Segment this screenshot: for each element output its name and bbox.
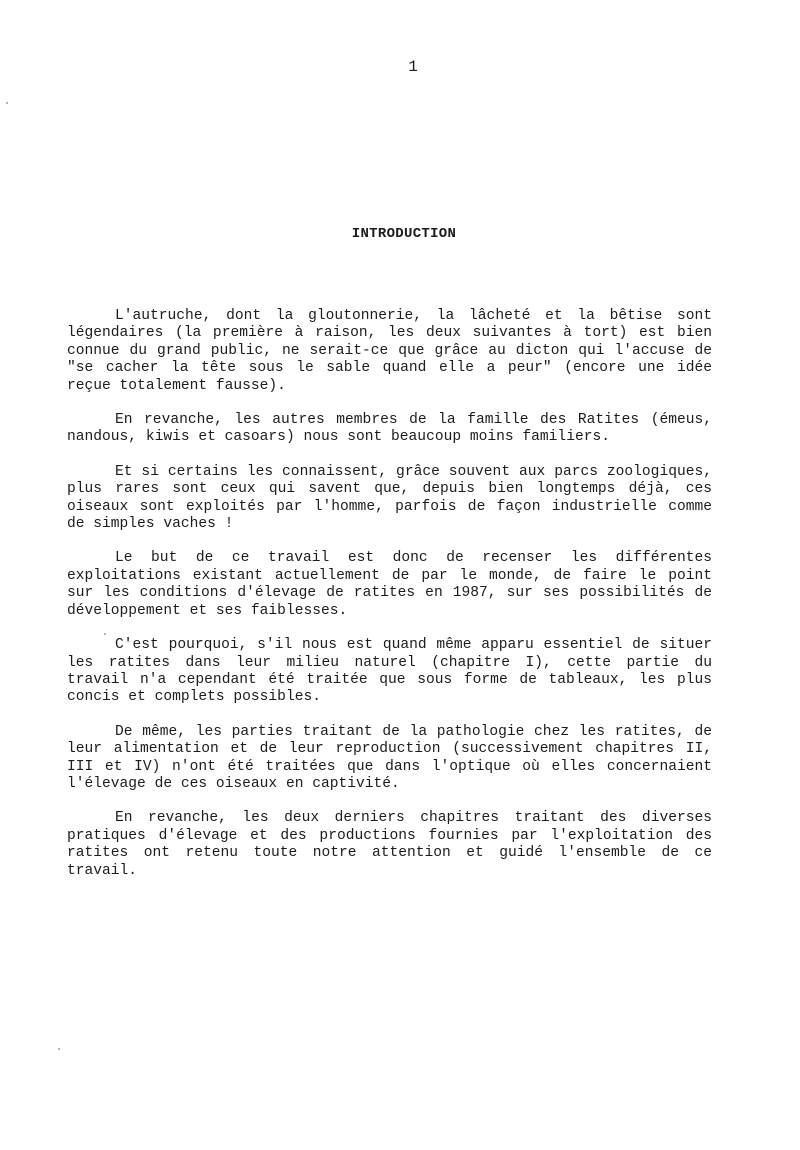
paragraph-4: Le but de ce travail est donc de recenser les différentes exploitations existant actuellement de par le monde, de faire le point sur les conditions d'élevage de ratites en 1987, sur ses possibilités de développement et ses faiblesses.: [67, 550, 712, 619]
scan-speck: [6, 102, 8, 104]
paragraph-3: Et si certains les connaissent, grâce souvent aux parcs zoologiques, plus rares sont ceux qui savent que, depuis bien longtemps déjà, ces oiseaux sont exploités par l'homme, parfois de façon industrielle comme de simples vaches !: [67, 463, 712, 533]
document-body: [67, 308, 712, 897]
paragraph-2: En revanche, les autres membres de la famille des Ratites (émeus, nandous, kiwis et casoars) nous sont beaucoup moins familiers.: [67, 412, 712, 446]
paragraph-1: L'autruche, dont la gloutonnerie, la lâcheté et la bêtise sont légendaires (la première à raison, les deux suivantes à tort) est bien connue du grand public, ne serait-ce que grâce au dicton qui l'accuse de "se cacher la tête sous le sable quand elle a peur" (encore une idée reçue totalement fausse).: [67, 308, 712, 394]
page-title: INTRODUCTION: [351, 226, 457, 242]
page-number: 1: [408, 58, 418, 76]
paragraph-7: En revanche, les deux derniers chapitres traitant des diverses pratiques d'élevage et des productions fournies par l'exploitation des ratites ont retenu toute notre attention et guidé l'ensemble de ce travail.: [67, 810, 712, 879]
scan-speck: [104, 633, 106, 635]
paragraph-5: C'est pourquoi, s'il nous est quand même apparu essentiel de situer les ratites dans leur milieu naturel (chapitre I), cette partie du travail n'a cependant été traitée que sous forme de tableaux, les plus concis et complets possibles.: [67, 637, 712, 706]
paragraph-6: De même, les parties traitant de la pathologie chez les ratites, de leur alimentation et de leur reproduction (successivement chapitres II, III et IV) n'ont été traitées que dans l'optique où elles concernaient l'élevage de ces oiseaux en captivité.: [67, 723, 712, 792]
scan-speck: [58, 1048, 60, 1050]
